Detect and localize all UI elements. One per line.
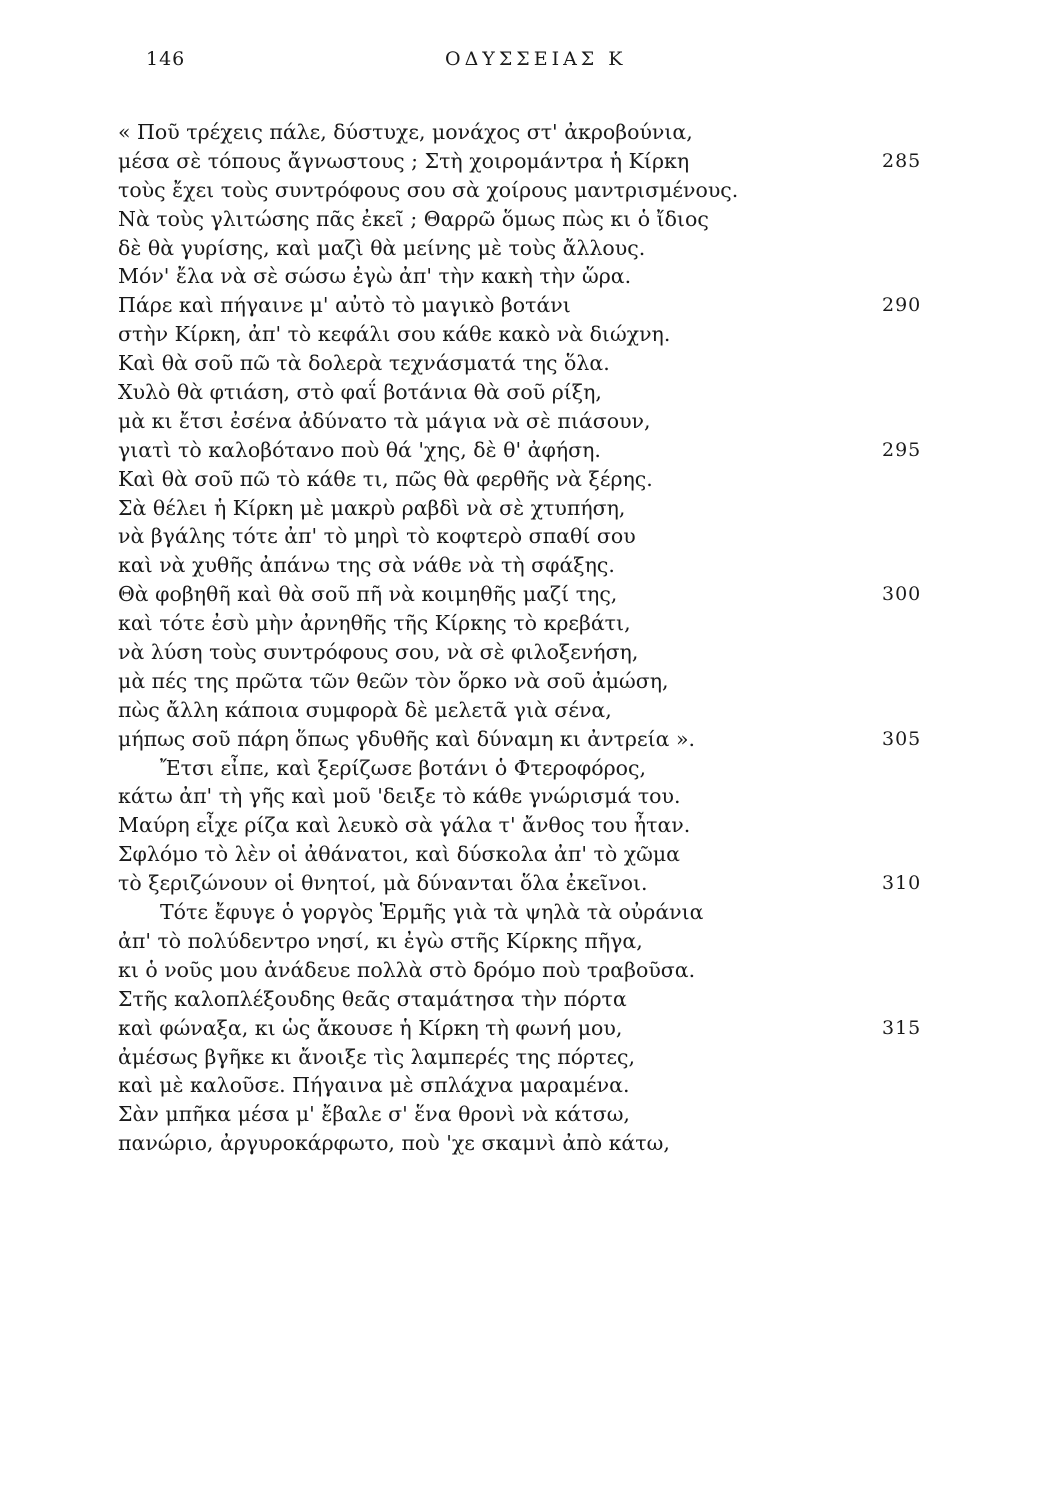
verse-line: [0, 118, 1039, 147]
verse-line: [0, 147, 1039, 176]
verse-text: καὶ νὰ χυθῆς ἀπάνω της σὰ νάθε νὰ τὴ σφάξης.: [118, 553, 615, 578]
verse-line: [0, 551, 1039, 580]
verse-text: ἀπ' τὸ πολύδεντρο νησί, κι ἐγὼ στῆς Κίρκης πῆγα,: [118, 928, 643, 953]
verse-line: [0, 985, 1039, 1014]
verse-line: [0, 956, 1039, 985]
line-number: 300: [882, 583, 922, 606]
verse-text: κι ὁ νοῦς μου ἀνάδευε πολλὰ στὸ δρόμο ποὺ τραβοῦσα.: [118, 957, 696, 982]
verse-text: Μαύρη εἶχε ρίζα καὶ λευκὸ σὰ γάλα τ' ἄνθος του ἦταν.: [118, 813, 691, 838]
verse-text: νὰ βγάλης τότε ἀπ' τὸ μηρὶ τὸ κοφτερὸ σπαθί σου: [118, 524, 636, 549]
verse-text: Καὶ θὰ σοῦ πῶ τὸ κάθε τι, πῶς θὰ φερθῆς νὰ ξέρης.: [118, 466, 653, 491]
verse-text: Θὰ φοβηθῆ καὶ θὰ σοῦ πῆ νὰ κοιμηθῆς μαζί της,: [118, 582, 618, 607]
verse-line: [0, 176, 1039, 205]
verse-line: [0, 494, 1039, 523]
line-number: 310: [882, 872, 922, 895]
verse-line: [0, 898, 1039, 927]
verse-text: δὲ θὰ γυρίσης, καὶ μαζὶ θὰ μείνης μὲ τοὺς ἄλλους.: [118, 235, 646, 260]
line-number: 285: [882, 149, 922, 172]
verse-text: Σφλόμο τὸ λὲν οἱ ἀθάνατοι, καὶ δύσκολα ἀπ' τὸ χῶμα: [118, 842, 681, 867]
verse-line: [0, 378, 1039, 407]
verse-text: μέσα σὲ τόπους ἄγνωστους ; Στὴ χοιρομάντρα ἡ Κίρκη: [118, 148, 690, 173]
verse-line: [0, 234, 1039, 263]
verse-line: [0, 522, 1039, 551]
verse-text: Ἔτσι εἶπε, καὶ ξερίζωσε βοτάνι ὁ Φτεροφόρος,: [160, 755, 647, 780]
verse-text: Στῆς καλοπλέξουδης θεᾶς σταμάτησα τὴν πόρτα: [118, 986, 627, 1011]
line-number: 305: [882, 727, 922, 750]
verse-text: μὰ πές της πρῶτα τῶν θεῶν τὸν ὅρκο νὰ σοῦ ἀμώση,: [118, 668, 669, 693]
verse-line: [0, 609, 1039, 638]
verse-line: [0, 811, 1039, 840]
verse-text: Σὰν μπῆκα μέσα μ' ἔβαλε σ' ἕνα θρονὶ νὰ κάτσω,: [118, 1102, 630, 1127]
verse-line: [0, 696, 1039, 725]
verse-text: καὶ φώναξα, κι ὡς ἄκουσε ἡ Κίρκη τὴ φωνή μου,: [118, 1015, 623, 1040]
verse-line: [0, 580, 1039, 609]
verse-text: Χυλὸ θὰ φτιάση, στὸ φαΐ βοτάνια θὰ σοῦ ρίξη,: [118, 380, 602, 405]
verse-text: τοὺς ἔχει τοὺς συντρόφους σου σὰ χοίρους μαντρισμένους.: [118, 177, 739, 202]
verse-text: κάτω ἀπ' τὴ γῆς καὶ μοῦ 'δειξε τὸ κάθε γνώρισμά του.: [118, 784, 681, 809]
poem-body: [0, 118, 1039, 1158]
verse-text: Πάρε καὶ πήγαινε μ' αὐτὸ τὸ μαγικὸ βοτάνι: [118, 293, 571, 318]
verse-line: [0, 349, 1039, 378]
verse-text: πὼς ἄλλη κάποια συμφορὰ δὲ μελετᾶ γιὰ σένα,: [118, 697, 612, 722]
verse-line: [0, 927, 1039, 956]
verse-line: [0, 840, 1039, 869]
verse-line: [0, 320, 1039, 349]
verse-line: [0, 407, 1039, 436]
verse-line: [0, 1071, 1039, 1100]
verse-text: καὶ τότε ἐσὺ μὴν ἀρνηθῆς τῆς Κίρκης τὸ κρεβάτι,: [118, 611, 631, 636]
verse-line: [0, 1129, 1039, 1158]
verse-line: [0, 754, 1039, 783]
verse-line: [0, 1014, 1039, 1043]
page-number: 146: [146, 48, 186, 70]
verse-line: [0, 436, 1039, 465]
verse-text: πανώριο, ἀργυροκάρφωτο, ποὺ 'χε σκαμνὶ ἀπὸ κάτω,: [118, 1131, 670, 1156]
line-number: 290: [882, 294, 922, 317]
verse-line: [0, 638, 1039, 667]
verse-text: Τότε ἔφυγε ὁ γοργὸς Ἑρμῆς γιὰ τὰ ψηλὰ τὰ οὐράνια: [160, 900, 704, 925]
verse-text: μήπως σοῦ πάρη ὅπως γδυθῆς καὶ δύναμη κι ἀντρεία ».: [118, 726, 696, 751]
verse-text: καὶ μὲ καλοῦσε. Πήγαινα μὲ σπλάχνα μαραμένα.: [118, 1073, 630, 1098]
verse-line: [0, 1043, 1039, 1072]
verse-text: τὸ ξεριζώνουν οἱ θνητοί, μὰ δύνανται ὅλα ἐκεῖνοι.: [118, 871, 648, 896]
verse-text: ἀμέσως βγῆκε κι ἄνοιξε τὶς λαμπερές της πόρτες,: [118, 1044, 636, 1069]
running-title: ΟΔΥΣΣΕΙΑΣ Κ: [445, 48, 627, 70]
page-header: [0, 48, 1039, 78]
line-number: 295: [882, 438, 922, 461]
verse-line: [0, 205, 1039, 234]
verse-text: Μόν' ἔλα νὰ σὲ σώσω ἐγὼ ἀπ' τὴν κακὴ τὴν ὥρα.: [118, 264, 632, 289]
verse-line: [0, 1100, 1039, 1129]
verse-line: [0, 725, 1039, 754]
verse-text: στὴν Κίρκη, ἀπ' τὸ κεφάλι σου κάθε κακὸ νὰ διώχνη.: [118, 322, 671, 347]
verse-line: [0, 262, 1039, 291]
verse-line: [0, 667, 1039, 696]
verse-text: Σὰ θέλει ἡ Κίρκη μὲ μακρὺ ραβδὶ νὰ σὲ χτυπήση,: [118, 495, 626, 520]
verse-text: νὰ λύση τοὺς συντρόφους σου, νὰ σὲ φιλοξενήση,: [118, 640, 639, 665]
verse-text: γιατὶ τὸ καλοβότανο ποὺ θά 'χης, δὲ θ' ἀφήση.: [118, 437, 601, 462]
verse-text: Καὶ θὰ σοῦ πῶ τὰ δολερὰ τεχνάσματά της ὅλα.: [118, 351, 610, 376]
verse-line: [0, 291, 1039, 320]
verse-line: [0, 782, 1039, 811]
line-number: 315: [882, 1016, 922, 1039]
verse-line: [0, 869, 1039, 898]
verse-text: μὰ κι ἔτσι ἐσένα ἀδύνατο τὰ μάγια νὰ σὲ πιάσουν,: [118, 408, 651, 433]
verse-text: « Ποῦ τρέχεις πάλε, δύστυχε, μονάχος στ' ἀκροβούνια,: [118, 120, 693, 144]
verse-line: [0, 465, 1039, 494]
verse-text: Νὰ τοὺς γλιτώσης πᾶς ἐκεῖ ; Θαρρῶ ὅμως πὼς κι ὁ ἴδιος: [118, 206, 709, 231]
